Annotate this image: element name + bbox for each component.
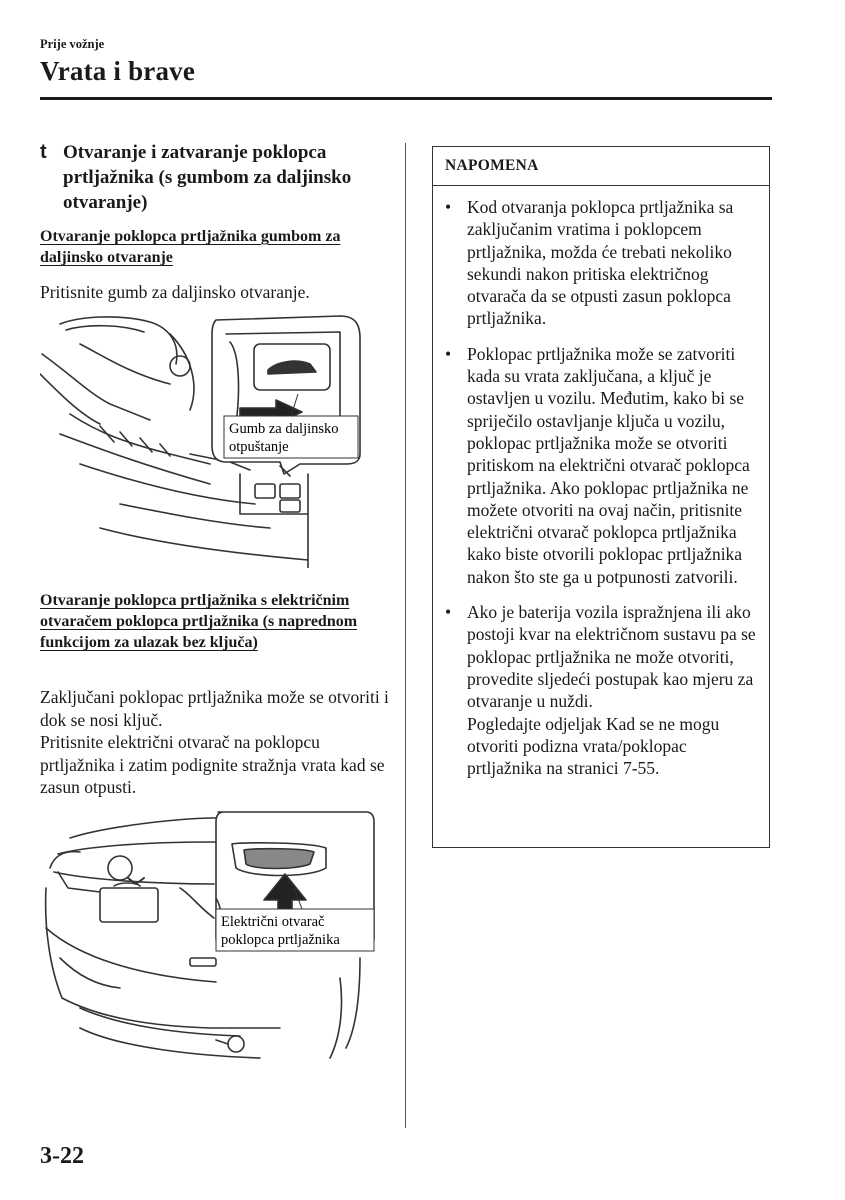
note-item-1 [445,196,761,330]
note-item-3-text: Ako je baterija vozila ispražnjena ili ako postoji kvar na električnom sustavu pa se poklopac prtljažnika ne može otvoriti, provedite sljedeći postupak kao mjeru za otvaranje u nuždi. [467,602,756,712]
note-item-2-text: Poklopac prtljažnika može se zatvoriti kada su vrata zaključana, a ključ je ostavljen u vozilu. Međutim, kako bi se spriječilo ostavljanje ključa u vozilu, poklopac prtljažnika može se otvoriti pritiskom na električni otvarač poklopca prtljažnika. Ako poklopac prtljažnika ne možete otvoriti na ovaj način, pritisnite električni otvarač poklopca prtljažnika kako biste otvorili poklopac prtljažnika nakon što ste ga u potpunosti zatvorili. [467,343,750,587]
callout-remote-button-line1: Gumb za daljinsko [229,421,339,437]
note-title: NAPOMENA [433,147,769,186]
column-divider [405,143,406,1128]
page-number: 3-22 [40,1143,84,1169]
callout-remote-button-line2: otpuštanje [229,439,289,455]
section-label: Prije vožnje [40,37,105,51]
callout-electric-opener-line2: poklopca prtljažnika [221,932,340,948]
page-title: Vrata i brave [40,56,196,86]
note-list [433,186,769,779]
section-heading: Otvaranje i zatvaranje poklopca prtljažnika (s gumbom za daljinsko otvaranje) [63,142,352,213]
note-item-1-text: Kod otvaranja poklopca prtljažnika sa zaključanim vratima i poklopcem prtljažnika, možda će trebati nekoliko sekundi nakon pritiska električnog otvarača da se otpusti zasun poklopca prtljažnika. [467,197,734,329]
subheading-remote-button-text: Otvaranje poklopca prtljažnika gumbom za daljinsko otvaranje [40,228,341,266]
note-item-3 [445,601,761,779]
title-rule [40,97,772,100]
illustration-car-rear [40,808,380,1070]
bullet-icon: • [445,197,452,217]
subheading-remote-button [40,226,385,268]
illustration-dashboard [40,314,365,568]
instruction-electric-opener-1: Zaključani poklopac prtljažnika može se otvoriti i dok se nosi ključ. [40,687,389,730]
callout-electric-opener-line1: Električni otvarač [221,914,325,930]
subheading-electric-opener-text: Otvaranje poklopca prtljažnika s električnim otvaračem poklopca prtljažnika (s naprednom funkcijom za ulazak bez ključa) [40,592,358,651]
bullet-icon: • [445,343,452,364]
subheading-electric-opener [40,590,385,653]
note-item-2 [445,343,761,588]
figure-trunk-electric-opener [40,808,380,1070]
figure-remote-release-button [40,314,365,568]
instruction-remote-button: Pritisnite gumb za daljinsko otvaranje. [40,282,310,302]
note-item-3-reference: Pogledajte odjeljak Kad se ne mogu otvoriti podizna vrata/poklopac prtljažnika na stranici 7-55. [467,713,720,779]
section-bullet: t [40,141,47,163]
note-box [432,146,770,848]
bullet-icon: • [445,602,452,623]
instruction-electric-opener-2: Pritisnite električni otvarač na poklopcu prtljažnika i zatim podignite stražnja vrata kad se zasun otpusti. [40,732,385,797]
